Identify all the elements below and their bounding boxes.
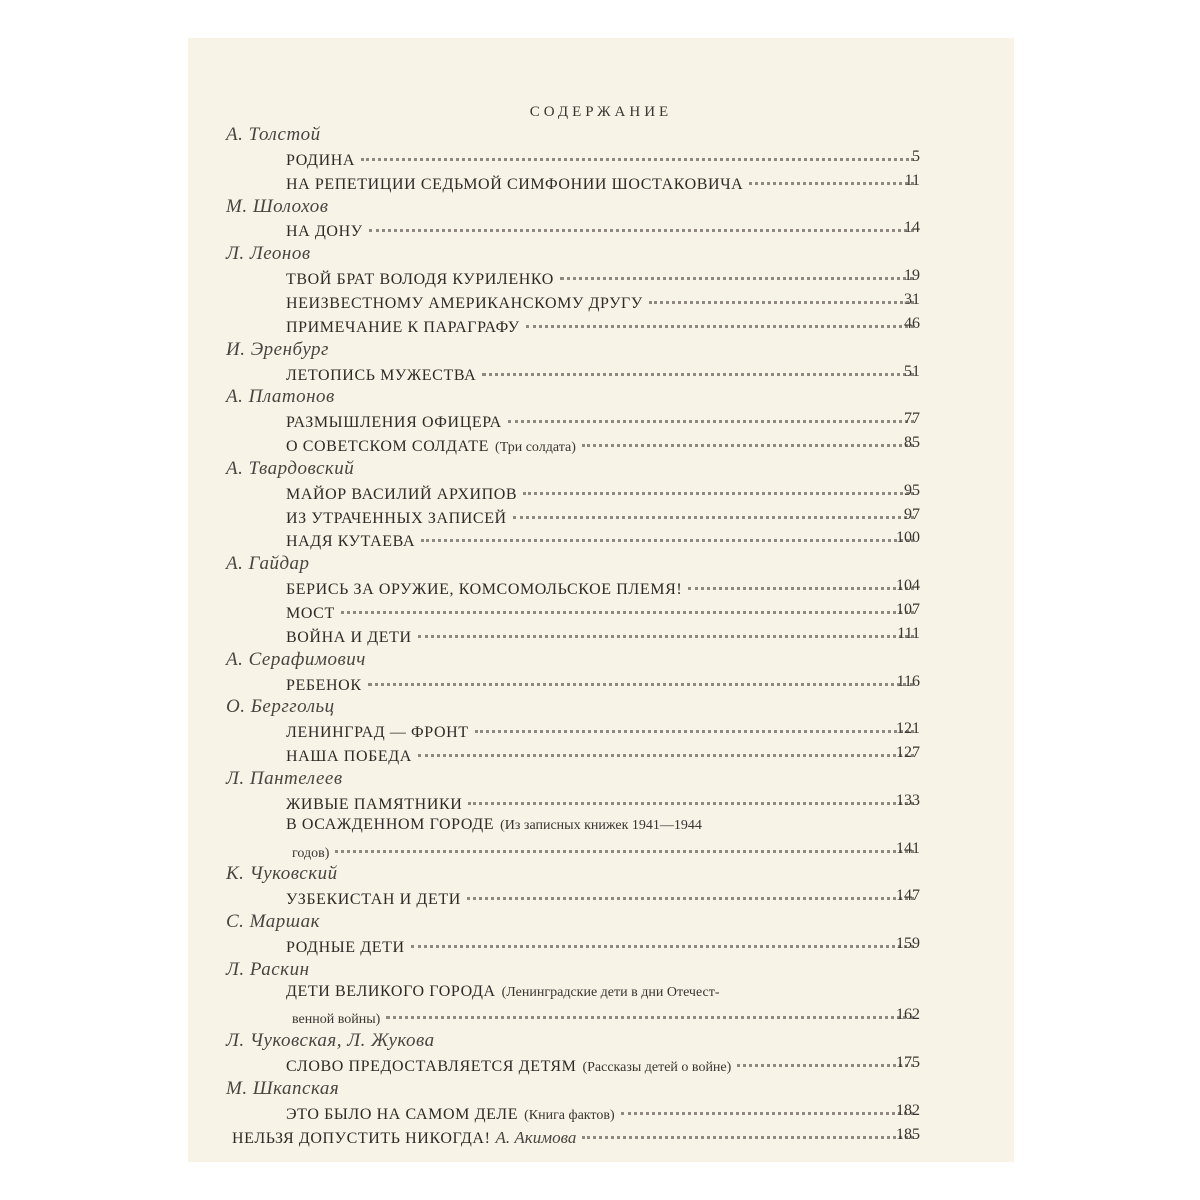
toc-page-number: 159 [896,934,920,952]
toc-entry-title: РАЗМЫШЛЕНИЯ ОФИЦЕРА [286,414,502,432]
toc-page-number: 11 [904,171,920,189]
toc-author: А. Платонов [226,386,335,408]
toc-entry-title: ИЗ УТРАЧЕННЫХ ЗАПИСЕЙ [286,509,507,527]
toc-entry-author: А. Акимова [495,1127,577,1147]
toc-page-number: 95 [904,481,920,499]
toc-page-number: 46 [904,314,920,332]
toc-entry-continuation [286,840,920,864]
leader-dots [523,478,914,495]
toc-entry-title: ЭТО БЫЛО НА САМОМ ДЕЛЕ [286,1105,519,1123]
toc-entry[interactable] [286,625,920,649]
leader-dots [418,740,914,757]
toc-author: К. Чуковский [226,863,338,885]
toc-page-number: 182 [896,1101,920,1119]
leader-dots [475,716,914,733]
toc-page-number: 100 [896,529,920,547]
toc-entry[interactable] [286,363,920,387]
toc-entry-title: НАША ПОБЕДА [286,748,412,766]
toc-entry-title: РОДНЫЕ ДЕТИ [286,938,405,956]
toc-entry-note: (Три солдата) [495,440,576,456]
toc-page-number: 121 [896,720,920,738]
toc-page-number: 5 [912,147,920,165]
toc-page-number: 107 [896,601,920,618]
toc-entry-title: НЕЛЬЗЯ ДОПУСТИТЬ НИКОГДА! [232,1129,491,1147]
toc-entry-title: В ОСАЖДЕННОМ ГОРОДЕ [286,815,495,833]
toc-entry[interactable] [286,887,920,911]
toc-entry-title: ЛЕНИНГРАД — ФРОНТ [286,724,469,742]
toc-entry-title: МОСТ [286,605,335,622]
toc-author: А. Гайдар [226,553,310,575]
toc-page-number: 97 [904,505,920,523]
toc-entry[interactable] [286,1054,920,1078]
leader-dots [526,311,914,328]
toc-author: Л. Чуковская, Л. Жукова [226,1030,435,1052]
toc-page-number: 175 [896,1054,920,1072]
leader-dots [649,287,914,304]
toc-entry-title: РЕБЕНОК [286,676,362,694]
toc-entry-title: НЕИЗВЕСТНОМУ АМЕРИКАНСКОМУ ДРУГУ [286,294,643,312]
leader-dots [421,525,914,542]
toc-entry[interactable] [286,744,920,768]
toc-entry-note-cont: венной войны) [292,1012,381,1028]
toc-page-number: 111 [897,624,920,642]
toc-author: О. Берггольц [226,696,335,718]
toc-entry-title: ТВОЙ БРАТ ВОЛОДЯ КУРИЛЕНКО [286,271,554,289]
toc-author: А. Серафимович [226,648,366,670]
toc-page-number: 162 [896,1006,920,1024]
leader-dots [467,883,914,900]
toc-author: А. Толстой [226,124,321,145]
toc-author: С. Маршак [226,911,320,933]
toc-entry-title: МАЙОР ВАСИЛИЙ АРХИПОВ [286,485,518,503]
leader-dots [513,502,914,519]
leader-dots [508,406,914,423]
toc-page-number: 127 [896,744,920,762]
toc-entry-title: НА РЕПЕТИЦИИ СЕДЬМОЙ СИМФОНИИ ШОСТАКОВИЧА [286,175,744,193]
toc-page-number: 85 [904,434,920,452]
toc-page-number: 133 [896,791,920,809]
leader-dots [341,597,914,614]
toc-author: Л. Пантелеев [226,767,343,789]
toc-page-number: 19 [904,267,920,285]
toc-author: М. Шкапская [226,1078,340,1099]
toc-author: А. Твардовский [226,457,355,479]
toc-page-number: 31 [904,290,920,308]
toc-entry-title: ВОЙНА И ДЕТИ [286,628,412,646]
toc-entry-note-cont: годов) [292,845,330,861]
toc-author: Л. Леонов [226,243,311,265]
toc-entry[interactable] [286,792,920,816]
toc-page-number: 14 [904,219,920,237]
leader-dots [582,1122,914,1139]
leader-dots [411,931,914,948]
leader-dots [335,836,914,853]
toc-entry-title: НАДЯ КУТАЕВА [286,533,416,551]
toc-entry[interactable] [286,315,920,339]
leader-dots [369,215,914,232]
toc-page-number: 104 [896,577,920,595]
toc-entry[interactable] [286,219,920,243]
toc-entry-title: РОДИНА [286,151,356,169]
leader-dots [482,359,914,376]
toc-page-number: 141 [896,839,920,857]
toc-entry-title: УЗБЕКИСТАН И ДЕТИ [286,891,461,909]
toc-entry[interactable] [286,172,920,196]
leader-dots [560,263,914,280]
toc-entry-title: БЕРИСЬ ЗА ОРУЖИЕ, КОМСОМОЛЬСКОЕ ПЛЕМЯ! [286,581,683,599]
toc-entry[interactable] [286,673,920,697]
toc-page-number: 147 [896,887,920,905]
toc-entry-title: НА ДОНУ [286,223,363,241]
toc-entry-note: (Из записных книжек 1941—1944 [500,817,702,833]
toc-entry-note: (Ленинградские дети в дни Отечест- [501,984,720,1000]
leader-dots [468,788,914,805]
toc-entry-continuation [286,1006,920,1030]
toc-page-number: 77 [904,410,920,428]
leader-dots [621,1098,914,1115]
leader-dots [361,144,914,161]
toc-entry[interactable] [286,529,920,553]
toc-entry-note: (Книга фактов) [524,1107,615,1123]
leader-dots [368,669,914,686]
book-page [188,38,1014,1162]
toc-page-number: 185 [896,1125,920,1143]
toc-entry[interactable] [286,434,920,458]
toc-entry-final[interactable] [232,1126,920,1150]
toc-entry[interactable] [286,935,920,959]
toc-entry-note: (Рассказы детей о войне) [582,1060,732,1076]
toc-page-number: 116 [896,672,920,690]
toc-entry-title: ЛЕТОПИСЬ МУЖЕСТВА [286,366,477,384]
leader-dots [418,621,914,638]
toc-entry-title: ДЕТИ ВЕЛИКОГО ГОРОДА [286,982,496,1000]
toc-entry-title: СЛОВО ПРЕДОСТАВЛЯЕТСЯ ДЕТЯМ [286,1058,577,1076]
toc-author: Л. Раскин [226,958,310,980]
toc-entry-title: ПРИМЕЧАНИЕ К ПАРАГРАФУ [286,318,520,336]
toc-entry-title: ЖИВЫЕ ПАМЯТНИКИ [286,795,463,813]
leader-dots [386,1002,914,1019]
toc-author: М. Шолохов [226,195,329,217]
leader-dots [582,430,914,447]
toc-page-number: 51 [904,362,920,380]
toc-entry-title: О СОВЕТСКОМ СОЛДАТЕ [286,438,490,456]
toc-author: И. Эренбург [226,338,329,360]
page-title: СОДЕРЖАНИЕ [529,104,673,120]
